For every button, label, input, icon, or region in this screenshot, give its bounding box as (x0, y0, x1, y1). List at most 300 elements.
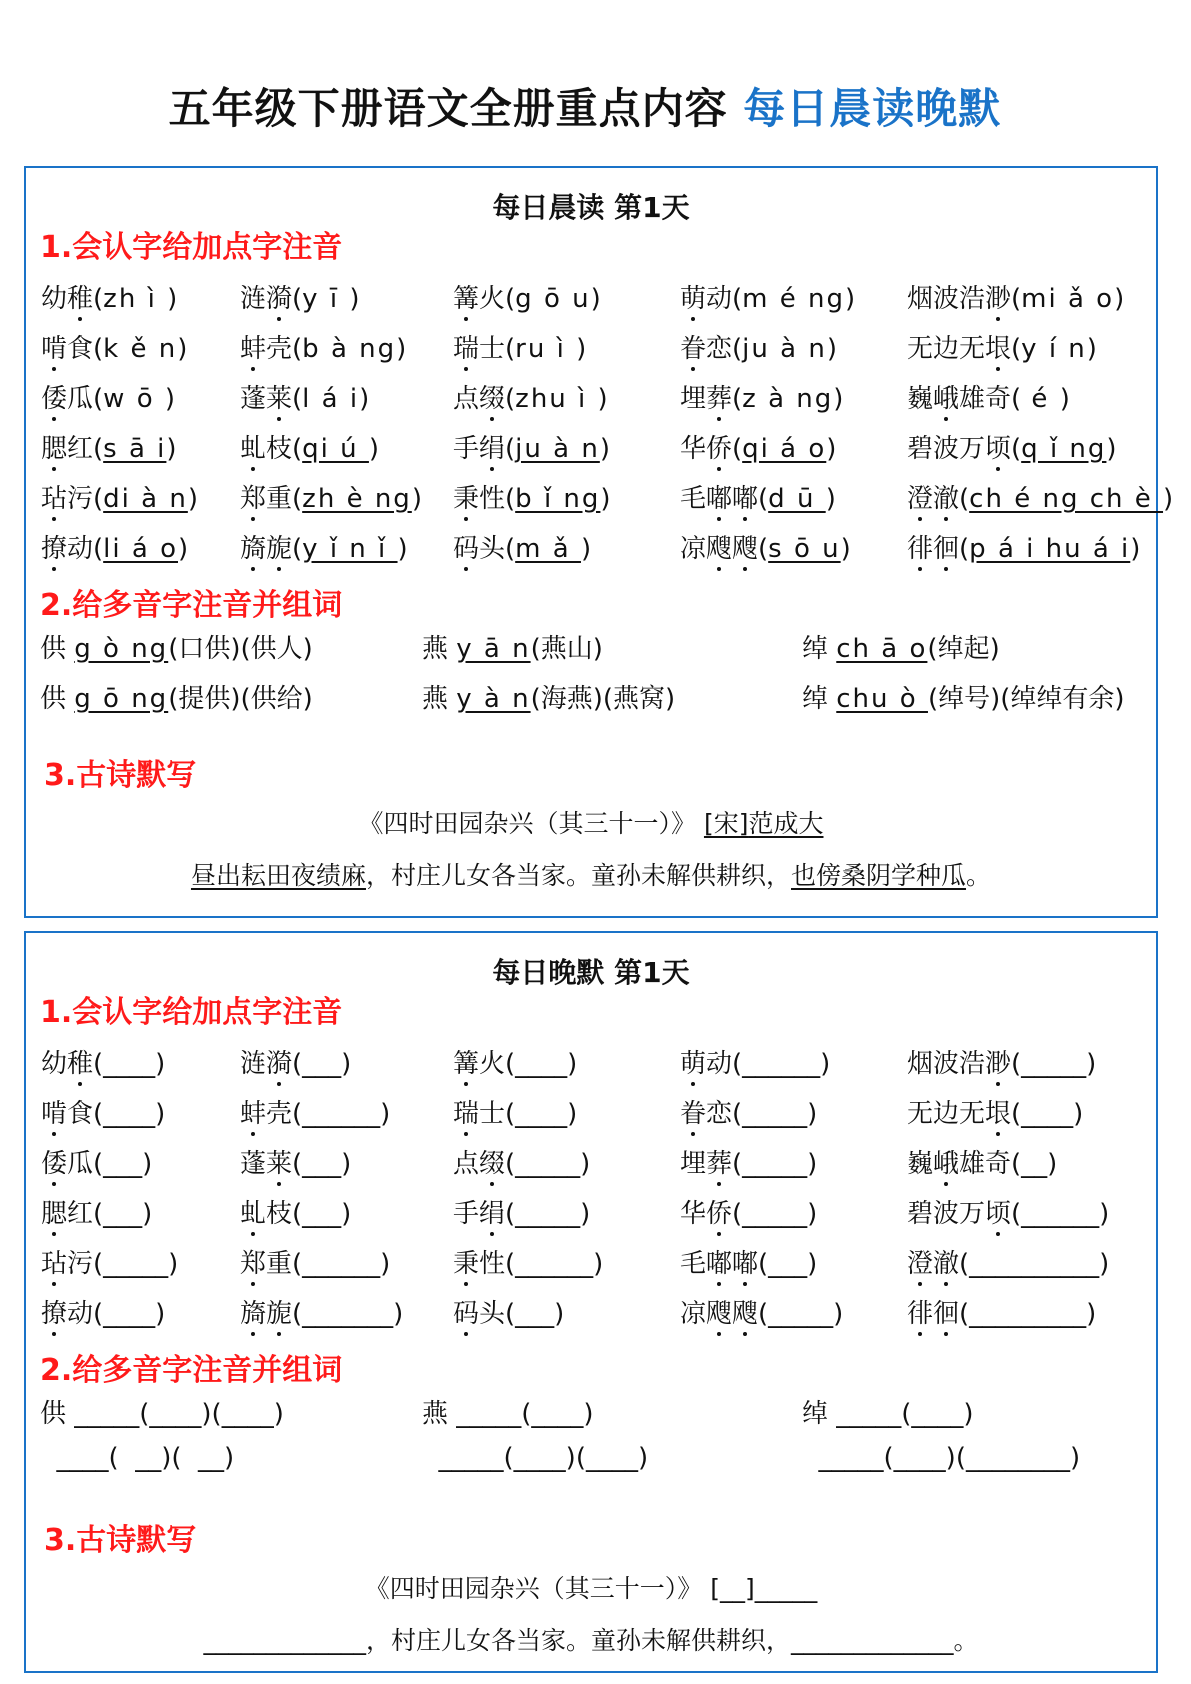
emphasis-dot-mark (918, 1332, 922, 1336)
emphasis-dot-mark (251, 567, 255, 571)
emphasis-dot-mark (743, 517, 747, 521)
pinyin-blank-item[interactable] (680, 1143, 817, 1180)
pinyin: z à ng (742, 384, 834, 414)
emphasis-dot-mark (464, 517, 468, 521)
pinyin-blank-item[interactable] (41, 1043, 165, 1080)
emphasis-dot-mark (996, 1082, 1000, 1086)
answer-blank[interactable]: (_____) (732, 1149, 818, 1179)
emphasis-dot-mark (277, 1332, 281, 1336)
emphasis-dot-mark (277, 567, 281, 571)
answer-blank[interactable]: (___) (93, 1199, 153, 1229)
section-3-heading: 3.古诗默写 (44, 758, 197, 793)
emphasis-dot-mark (918, 567, 922, 571)
pinyin-blank-item[interactable] (240, 1193, 351, 1230)
word: 幼稚 (41, 1043, 93, 1080)
emphasis-dot-mark (464, 1082, 468, 1086)
emphasis-dot-mark (691, 1132, 695, 1136)
emphasis-dot-mark (277, 317, 281, 321)
poem-title-blank[interactable]: 《四时田园杂兴（其三十一）》 [__]_____ (364, 1574, 818, 1603)
polyphone-item (802, 628, 1000, 665)
word: 码头 (453, 1293, 505, 1330)
pinyin-item: 华侨 (qi á o) (680, 428, 836, 465)
page-title (0, 76, 1170, 136)
pinyin-item: 埋葬 (z à ng) (680, 378, 843, 415)
pinyin-blank-item[interactable] (453, 1143, 590, 1180)
emphasis-dot-mark (717, 1332, 721, 1336)
word: 秉性 (453, 1243, 505, 1280)
recite-heading: 每日晚默 第1天 (492, 956, 690, 989)
pinyin-blank-item[interactable] (907, 1043, 1096, 1080)
pinyin-blank-item[interactable] (41, 1193, 152, 1230)
answer-blank[interactable]: (__________) (959, 1249, 1110, 1279)
word: 蚌壳 (240, 1093, 292, 1130)
answer-blank[interactable]: (__) (1011, 1149, 1058, 1179)
word: 倭瓜 (41, 378, 93, 415)
emphasis-dot-mark (996, 317, 1000, 321)
section-1-heading: 1.会认字给加点字注音 (40, 230, 343, 265)
emphasis-dot-mark (251, 517, 255, 521)
emphasis-dot-mark (52, 1182, 56, 1186)
word: 旖旎 (240, 528, 292, 565)
pinyin: m ǎ (515, 534, 581, 564)
word: 幼稚 (41, 278, 93, 315)
pinyin: g ō u (515, 284, 591, 314)
section-1-heading: 1.会认字给加点字注音 (40, 995, 343, 1030)
word: 埋葬 (680, 378, 732, 415)
polyphone-char: 燕 (422, 634, 457, 664)
emphasis-dot-mark (944, 1182, 948, 1186)
emphasis-dot-mark (52, 1332, 56, 1336)
pinyin-item: 蓬莱 (l á i) (240, 378, 369, 415)
answer-blank[interactable]: (___) (292, 1149, 352, 1179)
pinyin-item: 码头 (m ǎ ) (453, 528, 591, 565)
section-3-heading: 3.古诗默写 (44, 1523, 197, 1558)
word: 篝火 (453, 278, 505, 315)
word: 凉飕飕 (680, 528, 758, 565)
word: 涟漪 (240, 278, 292, 315)
pinyin-blank-item[interactable] (240, 1143, 351, 1180)
pinyin: m é ng (742, 284, 846, 314)
word: 腮红 (41, 428, 93, 465)
pinyin-item: 倭瓜 (w ō ) (41, 378, 175, 415)
word: 点缀 (453, 1143, 505, 1180)
emphasis-dot-mark (52, 417, 56, 421)
pinyin-item: 撩动 (li á o) (41, 528, 188, 565)
answer-blank[interactable]: (_____) (758, 1299, 844, 1329)
pinyin-blank-item[interactable] (41, 1243, 178, 1280)
polyphone-blank[interactable]: 燕 _____(____) (422, 1399, 594, 1429)
word: 毛嘟嘟 (680, 478, 758, 515)
pinyin: q ǐ ng (1021, 434, 1107, 464)
word: 徘徊 (907, 1293, 959, 1330)
word: 徘徊 (907, 528, 959, 565)
pinyin-blank-item[interactable] (907, 1143, 1057, 1180)
word: 撩动 (41, 1293, 93, 1330)
pinyin-item: 郑重 (zh è ng) (240, 478, 422, 515)
pinyin: s ō u (768, 534, 841, 564)
pinyin-item: 幼稚 (zh ì ) (41, 278, 177, 315)
word: 玷污 (41, 478, 93, 515)
pinyin-item: 澄澈 (ch é ng ch è ) (907, 478, 1173, 515)
word-group: (燕山) (530, 634, 603, 664)
word: 萌动 (680, 278, 732, 315)
answer-blank[interactable]: (_______) (292, 1299, 404, 1329)
pinyin-blank-item[interactable] (41, 1293, 165, 1330)
pinyin-blank-item[interactable] (453, 1043, 577, 1080)
pinyin-item: 眷恋 (ju à n) (680, 328, 837, 365)
emphasis-dot-mark (52, 1132, 56, 1136)
verse-c: 也傍桑阴学种瓜 (791, 861, 967, 890)
pinyin: ju à n (515, 434, 600, 464)
word: 玷污 (41, 1243, 93, 1280)
word: 澄澈 (907, 478, 959, 515)
emphasis-dot-mark (490, 1232, 494, 1236)
emphasis-dot-mark (52, 467, 56, 471)
pinyin: b à ng (302, 334, 397, 364)
word: 巍峨雄奇 (907, 378, 1011, 415)
answer-blank[interactable]: (___) (292, 1199, 352, 1229)
pinyin: ru ì (515, 334, 577, 364)
pinyin: ch ā o (836, 634, 928, 664)
pinyin-blank-item[interactable] (907, 1243, 1109, 1280)
emphasis-dot-mark (464, 567, 468, 571)
emphasis-dot-mark (691, 317, 695, 321)
emphasis-dot-mark (944, 567, 948, 571)
word: 涟漪 (240, 1043, 292, 1080)
emphasis-dot-mark (918, 1282, 922, 1286)
emphasis-dot-mark (251, 1282, 255, 1286)
emphasis-dot-mark (251, 367, 255, 371)
polyphone-item (802, 678, 1125, 715)
word: 澄澈 (907, 1243, 959, 1280)
emphasis-dot-mark (464, 1332, 468, 1336)
emphasis-dot-mark (944, 1282, 948, 1286)
emphasis-dot-mark (944, 417, 948, 421)
evening-recite-panel (24, 931, 1158, 1673)
pinyin: zh è ng (302, 484, 412, 514)
pinyin: b ǐ ng (515, 484, 601, 514)
emphasis-dot-mark (996, 1132, 1000, 1136)
pinyin-blank-item[interactable] (41, 1143, 152, 1180)
pinyin-blank-item[interactable] (680, 1193, 817, 1230)
pinyin-item: 蚌壳 (b à ng) (240, 328, 406, 365)
emphasis-dot-mark (717, 517, 721, 521)
reading-heading: 每日晨读 第1天 (492, 191, 690, 224)
word: 瑞士 (453, 328, 505, 365)
polyphone-blank[interactable]: 供 _____(____)(____) (40, 1399, 284, 1429)
word: 萌动 (680, 1043, 732, 1080)
pinyin-item: 秉性 (b ǐ ng) (453, 478, 611, 515)
poem-dynasty: [宋] (703, 809, 749, 838)
pinyin-item: 腮红 (s ā i) (41, 428, 177, 465)
word: 埋葬 (680, 1143, 732, 1180)
word: 撩动 (41, 528, 93, 565)
polyphone-blank[interactable]: _____(____)(________) (802, 1443, 1081, 1473)
answer-blank[interactable]: (______) (292, 1099, 391, 1129)
answer-blank[interactable]: (____) (93, 1049, 166, 1079)
emphasis-dot-mark (490, 467, 494, 471)
pinyin-blank-item[interactable] (240, 1243, 390, 1280)
answer-blank[interactable]: (____) (93, 1099, 166, 1129)
pinyin: y í n (1021, 334, 1087, 364)
word: 虬枝 (240, 1193, 292, 1230)
emphasis-dot-mark (490, 417, 494, 421)
pinyin: g ō ng (74, 684, 169, 714)
pinyin-blank-item[interactable] (240, 1093, 390, 1130)
pinyin: qi á o (742, 434, 827, 464)
pinyin: y ī (302, 284, 350, 314)
word: 巍峨雄奇 (907, 1143, 1011, 1180)
pinyin-blank-item[interactable] (907, 1193, 1109, 1230)
pinyin-blank-item[interactable] (453, 1093, 577, 1130)
word: 蓬莱 (240, 1143, 292, 1180)
pinyin-blank-item[interactable] (41, 1093, 165, 1130)
answer-blank[interactable]: (_____) (732, 1099, 818, 1129)
pinyin: l á i (302, 384, 360, 414)
pinyin: w ō (103, 384, 165, 414)
emphasis-dot-mark (717, 417, 721, 421)
pinyin-blank-item[interactable] (240, 1043, 351, 1080)
emphasis-dot-mark (464, 317, 468, 321)
emphasis-dot-mark (743, 567, 747, 571)
word: 凉飕飕 (680, 1293, 758, 1330)
word: 郑重 (240, 1243, 292, 1280)
pinyin-item: 旖旎 (y ǐ n ǐ ) (240, 528, 408, 565)
answer-blank[interactable]: (_________) (959, 1299, 1097, 1329)
pinyin-blank-item[interactable] (680, 1043, 830, 1080)
pinyin: y à n (456, 684, 531, 714)
emphasis-dot-mark (277, 1182, 281, 1186)
answer-blank[interactable]: (____) (93, 1299, 166, 1329)
answer-blank[interactable]: (______) (505, 1249, 604, 1279)
emphasis-dot-mark (277, 417, 281, 421)
emphasis-dot-mark (996, 1232, 1000, 1236)
pinyin-blank-item[interactable] (453, 1193, 590, 1230)
emphasis-dot-mark (717, 567, 721, 571)
pinyin-blank-item[interactable] (680, 1293, 843, 1330)
word: 碧波万顷 (907, 428, 1011, 465)
emphasis-dot-mark (464, 1132, 468, 1136)
pinyin: chu ò (836, 684, 928, 714)
word-group: (绰号)(绰绰有余) (927, 684, 1125, 714)
word: 蓬莱 (240, 378, 292, 415)
pinyin-blank-item[interactable] (453, 1243, 603, 1280)
morning-reading-panel (24, 166, 1174, 918)
pinyin: zh ì (103, 284, 168, 314)
emphasis-dot-mark (277, 1082, 281, 1086)
poem-title-line (26, 804, 1156, 840)
polyphone-char: 供 (40, 684, 75, 714)
word-group: (提供)(供给) (168, 684, 313, 714)
word: 虬枝 (240, 428, 292, 465)
answer-blank[interactable]: (____) (1011, 1099, 1084, 1129)
pinyin-item: 烟波浩渺 (mi ǎ o) (907, 278, 1124, 315)
pinyin: k ě n (103, 334, 178, 364)
pinyin-blank-item[interactable] (907, 1293, 1096, 1330)
answer-blank[interactable]: (_____) (732, 1199, 818, 1229)
pinyin: zhu ì (515, 384, 598, 414)
word: 码头 (453, 528, 505, 565)
polyphone-blank[interactable]: ____( __)( __) (40, 1443, 235, 1473)
emphasis-dot-mark (464, 367, 468, 371)
emphasis-dot-mark (944, 1332, 948, 1336)
answer-blank[interactable]: (___) (93, 1149, 153, 1179)
answer-blank[interactable]: (______) (1011, 1199, 1110, 1229)
emphasis-dot-mark (52, 1282, 56, 1286)
word: 啃食 (41, 1093, 93, 1130)
pinyin: ju à n (742, 334, 827, 364)
word: 蚌壳 (240, 328, 292, 365)
emphasis-dot-mark (717, 1282, 721, 1286)
pinyin: p á i hu á i (969, 534, 1131, 564)
polyphone-item (40, 678, 313, 715)
word: 旖旎 (240, 1293, 292, 1330)
answer-blank[interactable]: (______) (732, 1049, 831, 1079)
answer-blank[interactable]: (_____) (505, 1199, 591, 1229)
polyphone-item (422, 628, 603, 665)
polyphone-char: 燕 (422, 684, 457, 714)
polyphone-char: 供 (40, 634, 75, 664)
word: 秉性 (453, 478, 505, 515)
polyphone-item (40, 628, 313, 665)
word: 篝火 (453, 1043, 505, 1080)
emphasis-dot-mark (52, 1232, 56, 1236)
polyphone-item (422, 678, 675, 715)
word: 碧波万顷 (907, 1193, 1011, 1230)
poem-title: 《四时田园杂兴（其三十一）》 (358, 809, 704, 838)
word: 华侨 (680, 1193, 732, 1230)
word: 倭瓜 (41, 1143, 93, 1180)
pinyin-item: 无边无垠 (y í n) (907, 328, 1097, 365)
section-2-heading: 2.给多音字注音并组词 (40, 1353, 343, 1388)
pinyin: é (1021, 384, 1060, 414)
word: 烟波浩渺 (907, 278, 1011, 315)
emphasis-dot-mark (743, 1282, 747, 1286)
pinyin-item: 玷污 (di à n) (41, 478, 198, 515)
word: 手绢 (453, 428, 505, 465)
polyphone-char: 绰 (802, 684, 837, 714)
word-group: (绰起) (927, 634, 1000, 664)
word-group: (口供)(供人) (168, 634, 313, 664)
emphasis-dot-mark (944, 517, 948, 521)
emphasis-dot-mark (78, 1082, 82, 1086)
pinyin: y ā n (456, 634, 531, 664)
word: 眷恋 (680, 1093, 732, 1130)
emphasis-dot-mark (743, 1332, 747, 1336)
emphasis-dot-mark (78, 317, 82, 321)
emphasis-dot-mark (490, 1182, 494, 1186)
word-group: (海燕)(燕窝) (530, 684, 676, 714)
answer-blank[interactable]: (____) (505, 1099, 578, 1129)
pinyin: mi ǎ o (1021, 284, 1115, 314)
pinyin: d ū (768, 484, 826, 514)
pinyin-item: 瑞士 (ru ì ) (453, 328, 586, 365)
answer-blank[interactable]: (____) (505, 1049, 578, 1079)
word: 无边无垠 (907, 1093, 1011, 1130)
pinyin-item: 碧波万顷 (q ǐ ng) (907, 428, 1117, 465)
word: 手绢 (453, 1193, 505, 1230)
pinyin: g ò ng (74, 634, 169, 664)
pinyin-item: 啃食 (k ě n) (41, 328, 187, 365)
poem-verse-blank[interactable]: _____________，村庄儿女各当家。童孙未解供耕织，_____________。 (203, 1626, 979, 1655)
emphasis-dot-mark (717, 1232, 721, 1236)
word: 郑重 (240, 478, 292, 515)
emphasis-dot-mark (251, 1332, 255, 1336)
word: 烟波浩渺 (907, 1043, 1011, 1080)
title-main: 五年级下册语文全册重点内容 (168, 84, 744, 133)
pinyin-item: 毛嘟嘟 (d ū ) (680, 478, 836, 515)
answer-blank[interactable]: (___) (292, 1049, 352, 1079)
emphasis-dot-mark (251, 467, 255, 471)
emphasis-dot-mark (52, 567, 56, 571)
word: 腮红 (41, 1193, 93, 1230)
pinyin: y ǐ n ǐ (302, 534, 398, 564)
emphasis-dot-mark (691, 367, 695, 371)
emphasis-dot-mark (52, 367, 56, 371)
word: 啃食 (41, 328, 93, 365)
word: 毛嘟嘟 (680, 1243, 758, 1280)
pinyin-item: 萌动 (m é ng) (680, 278, 855, 315)
pinyin: s ā i (103, 434, 167, 464)
answer-blank[interactable]: (___) (505, 1299, 565, 1329)
polyphone-char: 绰 (802, 634, 837, 664)
verse-a: 昼出耘田夜绩麻 (190, 861, 366, 890)
pinyin: qi ú (302, 434, 369, 464)
word: 眷恋 (680, 328, 732, 365)
poem-verse (26, 856, 1156, 892)
emphasis-dot-mark (52, 517, 56, 521)
pinyin-blank-item[interactable] (907, 1093, 1083, 1130)
emphasis-dot-mark (918, 517, 922, 521)
word: 无边无垠 (907, 328, 1011, 365)
pinyin-item: 篝火 (g ō u) (453, 278, 601, 315)
answer-blank[interactable]: (______) (292, 1249, 391, 1279)
verse-b: ，村庄儿女各当家。童孙未解供耕织， (365, 861, 791, 890)
pinyin-item: 虬枝 (qi ú ) (240, 428, 379, 465)
answer-blank[interactable]: (_____) (1011, 1049, 1097, 1079)
pinyin-blank-item[interactable] (240, 1293, 403, 1330)
emphasis-dot-mark (464, 1282, 468, 1286)
emphasis-dot-mark (996, 367, 1000, 371)
polyphone-blank[interactable]: _____(____)(____) (422, 1443, 649, 1473)
polyphone-blank[interactable]: 绰 _____(____) (802, 1399, 974, 1429)
answer-blank[interactable]: (_____) (505, 1149, 591, 1179)
pinyin-item: 徘徊 (p á i hu á i) (907, 528, 1140, 565)
pinyin-item: 手绢 (ju à n) (453, 428, 610, 465)
emphasis-dot-mark (251, 1232, 255, 1236)
pinyin-blank-item[interactable] (680, 1093, 817, 1130)
pinyin: di à n (103, 484, 188, 514)
section-2-heading: 2.给多音字注音并组词 (40, 588, 343, 623)
word: 华侨 (680, 428, 732, 465)
answer-blank[interactable]: (___) (758, 1249, 818, 1279)
emphasis-dot-mark (996, 467, 1000, 471)
emphasis-dot-mark (717, 1182, 721, 1186)
pinyin-item: 巍峨雄奇 ( é ) (907, 378, 1070, 415)
poem-author: 范成大 (748, 809, 824, 838)
emphasis-dot-mark (251, 1132, 255, 1136)
pinyin: ch é ng ch è (969, 484, 1164, 514)
emphasis-dot-mark (717, 467, 721, 471)
answer-blank[interactable]: (_____) (93, 1249, 179, 1279)
pinyin-blank-item[interactable] (680, 1243, 817, 1280)
word: 点缀 (453, 378, 505, 415)
verse-end: 。 (966, 861, 992, 890)
pinyin-item: 涟漪 (y ī ) (240, 278, 359, 315)
title-highlight: 每日晨读晚默 (743, 84, 1002, 133)
pinyin-blank-item[interactable] (453, 1293, 564, 1330)
word: 瑞士 (453, 1093, 505, 1130)
